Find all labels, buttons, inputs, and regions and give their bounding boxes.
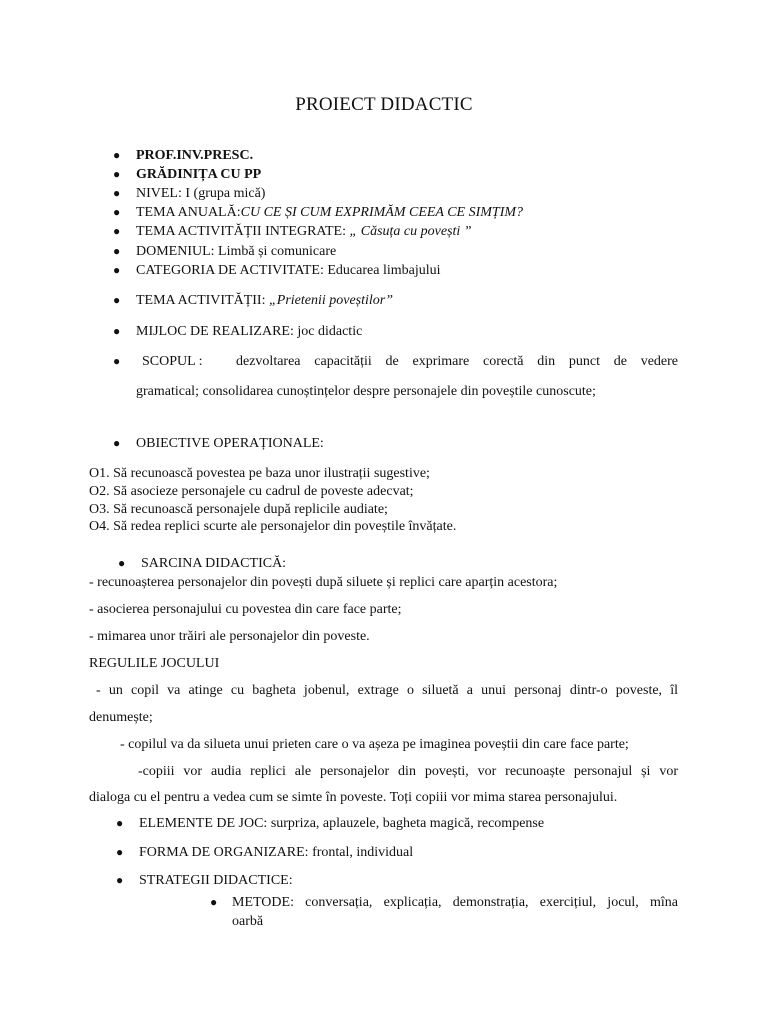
regula-1-line1: - un copil va atinge cu bagheta jobenul, extrage o siluetă a unui personaj dintr-o poveste, îl	[96, 683, 678, 698]
bullet-icon: ●	[113, 148, 121, 162]
metode-line1: METODE: conversația, explicația, demonstrația, exercițiul, jocul, mîna	[232, 895, 678, 910]
bullet-icon: ●	[116, 845, 124, 859]
regula-3-line1: -copiii vor audia replici ale personajelor din povești, vor recunoaște personajul și vor	[138, 764, 678, 779]
scopul-text-line2: gramatical; consolidarea cunoștințelor despre personajele din poveștile cunoscute;	[136, 384, 596, 399]
bullet-icon: ●	[116, 873, 124, 887]
page-title: PROIECT DIDACTIC	[295, 94, 473, 115]
scopul-label: SCOPUL :	[142, 354, 203, 369]
bullet-icon: ●	[113, 205, 121, 219]
bullet-icon: ●	[113, 167, 121, 181]
bullet-icon: ●	[113, 244, 121, 258]
obiectiv-o1: O1. Să recunoască povestea pe baza unor ilustrații sugestive;	[89, 466, 430, 481]
sarcina-item-1: - recunoașterea personajelor din povești după siluete și replici care aparțin acestora;	[89, 575, 558, 590]
bullet-icon: ●	[113, 224, 121, 238]
bullet-icon: ●	[113, 293, 121, 307]
regula-1-line2: denumește;	[89, 710, 153, 725]
obiectiv-o4: O4. Să redea replici scurte ale personajelor din poveștile învățate.	[89, 519, 457, 534]
bullet-icon: ●	[113, 354, 121, 368]
metode-line2: oarbă	[232, 914, 264, 929]
bullet-icon: ●	[118, 556, 126, 570]
bullet-icon: ●	[113, 436, 121, 450]
bullet-icon: ●	[113, 324, 121, 338]
sarcina-item-3: - mimarea unor trăiri ale personajelor din poveste.	[89, 629, 370, 644]
regula-3-line2: dialoga cu el pentru a vedea cum se simte în poveste. Toți copiii vor mima starea personajului.	[89, 790, 618, 805]
bullet-icon: ●	[113, 263, 121, 277]
document-page: PROIECT DIDACTIC ● PROF.INV.PRESC. ● GRĂDINIȚA CU PP ● NIVEL: I (grupa mică) ● TEMA ANUALĂ:CU CE ȘI CUM EXPRIMĂM CEEA CE SIMȚIM? ● TEMA ACTIVITĂȚII INTEGRATE: „ Căsuța cu povești ” ● DOMENIUL: Limbă și comunicare ● CATEGORIA DE ACTIVITATE: Educarea limbajului ● TEMA ACTIVITĂȚII: „Prietenii poveștilor” ● MIJLOC DE REALIZARE: joc didactic ● SCOPUL : dezvoltarea capacității de exprimare corectă din punct de vedere gramatical; consolidarea cunoștințelor despre personajele din poveștile cunoscute; ● OBIECTIVE OPERAȚIONALE: O1. Să recunoască povestea pe baza unor ilustrații sugestive; O2. Să asocieze personajele cu cadrul de poveste adecvat; O3. Să recunoască personajele după replicile audiate; O4. Să redea replici scurte ale personajelor din poveștile învățate. ● SARCINA DIDACTICĂ: - recunoașterea personajelor din povești după siluete și replici care aparțin acestora; - asocierea personajului cu povestea din care face parte; - mimarea unor trăiri ale personajelor din poveste. REGULILE JOCULUI - un copil va atinge cu bagheta jobenul, extrage o siluetă a unui personaj dintr-o poveste, îl denumește; - copilul va da silueta unui prieten care o va așeza pe imaginea poveștii din care face parte; -copiii vor audia replici ale personajelor din povești, vor recunoaște personajul și vor dialoga cu el pentru a vedea cum se simte în poveste. Toți copiii vor mima starea personajului. ● ELEMENTE DE JOC: surpriza, aplauzele, bagheta magică, recompense ● FORMA DE ORGANIZARE: frontal, individual ● STRATEGII DIDACTICE: ● METODE: conversația, explicația, demonstrația, exercițiul, jocul, mîna oarbă	[0, 0, 768, 1024]
regula-2: - copilul va da silueta unui prieten care o va așeza pe imaginea poveștii din care face parte;	[120, 737, 629, 752]
obiectiv-o2: O2. Să asocieze personajele cu cadrul de poveste adecvat;	[89, 484, 414, 499]
sarcina-item-2: - asocierea personajului cu povestea din care face parte;	[89, 602, 402, 617]
obiectiv-o3: O3. Să recunoască personajele după replicile audiate;	[89, 502, 388, 517]
bullet-icon: ●	[116, 816, 124, 830]
bullet-icon: ●	[113, 186, 121, 200]
regulile-heading: REGULILE JOCULUI	[89, 656, 220, 671]
bullet-icon: ●	[210, 895, 218, 909]
scopul-text-line1: dezvoltarea capacității de exprimare corectă din punct de vedere	[236, 354, 678, 369]
